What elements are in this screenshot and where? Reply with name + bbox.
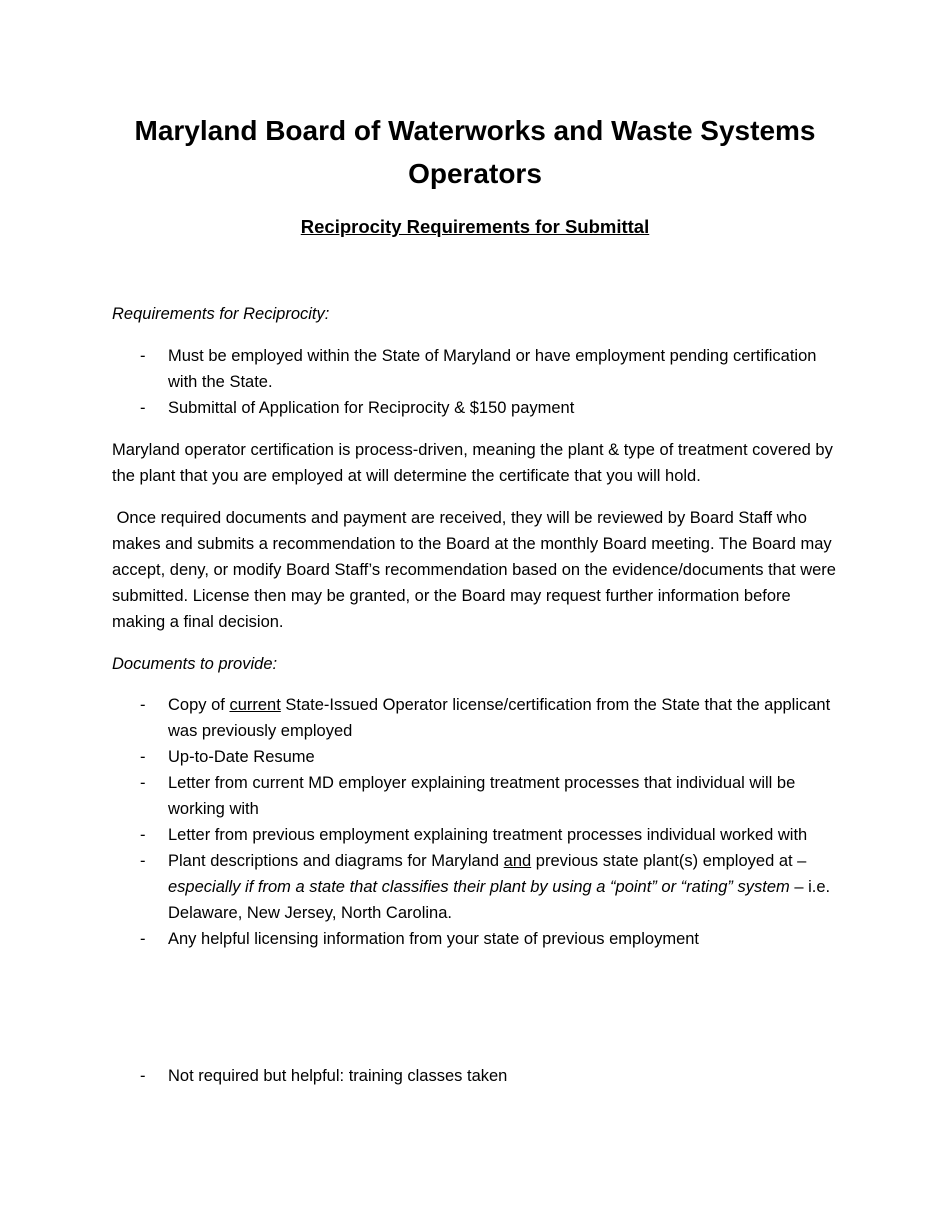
underlined-text: current bbox=[229, 696, 281, 714]
paragraph-process-driven: Maryland operator certification is process-driven, meaning the plant & type of treatment covered by the plant that you are employed at will determine the certificate that you will hold. bbox=[112, 441, 833, 485]
underlined-text: and bbox=[503, 852, 532, 870]
subtitle-text: Reciprocity Requirements for Submittal bbox=[300, 216, 650, 237]
dash-bullet: - bbox=[140, 930, 146, 948]
paragraph-review-process: Once required documents and payment are received, they will be reviewed by Board Staff who makes and submits a recommendation to the Board at the monthly Board meeting. The Board may accept, deny, or modify Board Staff’s recommendation based on the evidence/documents that were submitted. License then may be granted, or the Board may request further information before making a final decision. bbox=[112, 509, 836, 631]
requirements-label: Requirements for Reciprocity: bbox=[112, 305, 330, 323]
page-title: Maryland Board of Waterworks and Waste Systems Operators bbox=[134, 115, 816, 189]
list-item bbox=[112, 744, 838, 770]
dash-bullet: - bbox=[140, 774, 146, 792]
dash-bullet: - bbox=[140, 696, 146, 714]
italic-text: especially if from a state that classifies their plant by using a “point” or “rating” system bbox=[168, 878, 790, 896]
dash-bullet: - bbox=[140, 347, 146, 365]
list-item-text: Not required but helpful: training classes taken bbox=[168, 1067, 508, 1085]
requirements-list bbox=[112, 343, 838, 421]
list-item-text: Plant descriptions and diagrams for Maryland and previous state plant(s) employed at – especially if from a state that classifies their plant by using a “point” or “rating” system – i.e. Delaware, New Jersey, North Carolina. bbox=[168, 852, 831, 922]
dash-bullet: - bbox=[140, 826, 146, 844]
documents-label: Documents to provide: bbox=[112, 655, 278, 673]
dash-bullet: - bbox=[140, 399, 146, 417]
optional-list bbox=[112, 1063, 838, 1089]
list-item-text: Any helpful licensing information from your state of previous employment bbox=[168, 930, 700, 948]
list-item-text: Letter from previous employment explaining treatment processes individual worked with bbox=[168, 826, 808, 844]
list-item bbox=[112, 848, 838, 926]
list-item bbox=[112, 926, 838, 952]
list-item bbox=[112, 770, 838, 822]
list-item bbox=[112, 1063, 838, 1089]
dash-bullet: - bbox=[140, 1067, 146, 1085]
documents-list bbox=[112, 692, 838, 952]
list-item-text: Submittal of Application for Reciprocity & $150 payment bbox=[168, 399, 575, 417]
list-item-text: Copy of current State-Issued Operator license/certification from the State that the applicant was previously employed bbox=[168, 696, 831, 740]
list-item-text: Up-to-Date Resume bbox=[168, 748, 315, 766]
list-item bbox=[112, 343, 838, 395]
dash-bullet: - bbox=[140, 748, 146, 766]
list-item bbox=[112, 692, 838, 744]
list-item-text: Letter from current MD employer explaining treatment processes that individual will be working with bbox=[168, 774, 796, 818]
list-item bbox=[112, 395, 838, 421]
list-item bbox=[112, 822, 838, 848]
list-item-text: Must be employed within the State of Maryland or have employment pending certification with the State. bbox=[168, 347, 817, 391]
page-subtitle bbox=[112, 214, 838, 240]
dash-bullet: - bbox=[140, 852, 146, 870]
